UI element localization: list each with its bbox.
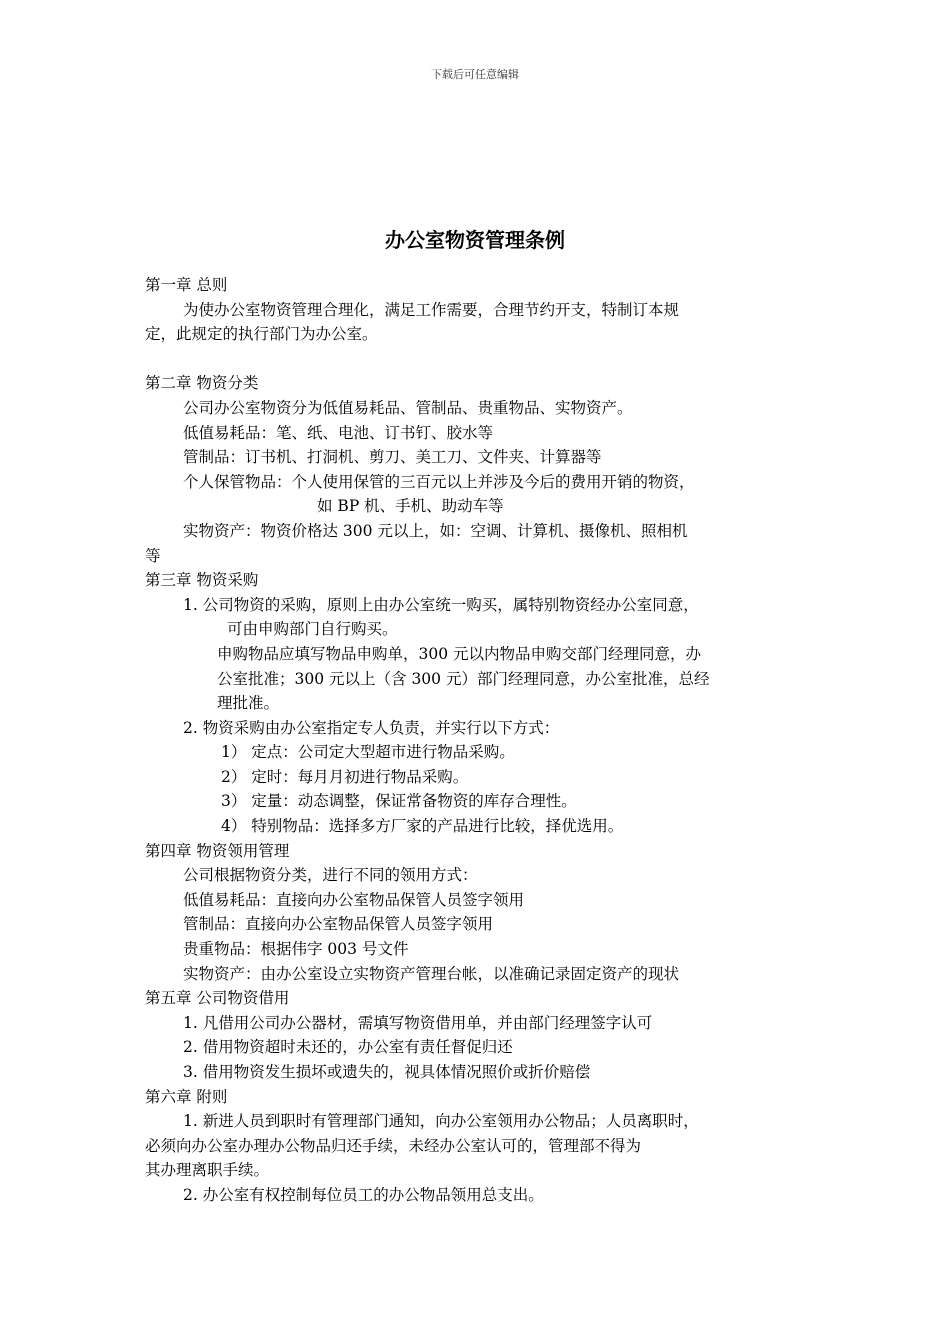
page-header: 下载后可任意编辑 — [431, 68, 519, 81]
chapter-5-item: 1. 凡借用公司办公器材，需填写物资借用单，并由部门经理签字认可 — [183, 1013, 653, 1032]
chapter-3-subitem: 1） 定点：公司定大型超市进行物品采购。 — [221, 743, 515, 762]
chapter-2-line: 公司办公室物资分为低值易耗品、管制品、贵重物品、实物资产。 — [183, 398, 633, 417]
chapter-1-paragraph-line: 定，此规定的执行部门为办公室。 — [145, 325, 378, 344]
document-body — [145, 273, 825, 1208]
chapter-3-item-continued: 可由申购部门自行购买。 — [227, 620, 398, 639]
chapter-1-paragraph-line: 为使办公室物资管理合理化，满足工作需要，合理节约开支，特制订本规 — [183, 300, 680, 319]
chapter-2-line: 等 — [145, 546, 161, 565]
chapter-4-line: 公司根据物资分类，进行不同的领用方式： — [183, 866, 478, 885]
chapter-4-line: 实物资产：由办公室设立实物资产管理台帐，以准确记录固定资产的现状 — [183, 964, 680, 983]
spacer — [145, 347, 825, 372]
chapter-1-heading: 第一章 总则 — [145, 276, 228, 294]
chapter-4-line: 低值易耗品：直接向办公室物品保管人员签字领用 — [183, 890, 525, 909]
chapter-3-item-detail: 申购物品应填写物品申购单，300 元以内物品申购交部门经理同意，办 — [217, 644, 702, 663]
chapter-3-subitem: 2） 定时：每月月初进行物品采购。 — [221, 767, 469, 786]
chapter-2-line: 实物资产：物资价格达 300 元以上，如：空调、计算机、摄像机、照相机 — [183, 521, 688, 540]
chapter-6-heading: 第六章 附则 — [145, 1087, 228, 1106]
chapter-2-heading: 第二章 物资分类 — [145, 374, 259, 393]
chapter-6-item-continued: 其办理离职手续。 — [145, 1161, 270, 1180]
chapter-2-line: 个人保管物品：个人使用保管的三百元以上并涉及今后的费用开销的物资， — [183, 472, 695, 491]
chapter-5-item: 3. 借用物资发生损坏或遗失的，视具体情况照价或折价赔偿 — [183, 1063, 591, 1081]
chapter-3-subitem: 3） 定量：动态调整，保证常备物资的库存合理性。 — [221, 792, 577, 811]
chapter-6-item: 2. 办公室有权控制每位员工的办公物品领用总支出。 — [183, 1185, 544, 1204]
chapter-3-heading: 第三章 物资采购 — [145, 571, 259, 590]
chapter-4-line: 管制品：直接向办公室物品保管人员签字领用 — [183, 915, 494, 934]
chapter-3-item: 1. 公司物资的采购，原则上由办公室统一购买，属特别物资经办公室同意， — [183, 595, 699, 614]
chapter-4-line: 贵重物品：根据伟字 003 号文件 — [183, 940, 409, 959]
chapter-2-line: 如 BP 机、手机、助动车等 — [317, 497, 504, 516]
chapter-3-item-detail: 理批准。 — [217, 694, 280, 713]
document-title: 办公室物资管理条例 — [385, 228, 565, 252]
chapter-6-item-continued: 必须向办公室办理办公物品归还手续，未经办公室认可的，管理部不得为 — [145, 1136, 642, 1155]
chapter-2-line: 低值易耗品：笔、纸、电池、订书钉、胶水等 — [183, 423, 494, 442]
chapter-5-item: 2. 借用物资超时未还的，办公室有责任督促归还 — [183, 1038, 513, 1057]
chapter-5-heading: 第五章 公司物资借用 — [145, 989, 290, 1008]
chapter-3-item: 2. 物资采购由办公室指定专人负责，并实行以下方式： — [183, 718, 560, 737]
chapter-3-item-detail: 公室批准；300 元以上（含 300 元）部门经理同意，办公室批准，总经 — [217, 669, 710, 688]
chapter-6-item: 1. 新进人员到职时有管理部门通知，向办公室领用办公物品；人员离职时， — [183, 1112, 699, 1131]
chapter-2-line: 管制品：订书机、打洞机、剪刀、美工刀、文件夹、计算器等 — [183, 448, 602, 467]
chapter-3-subitem: 4） 特别物品：选择多方厂家的产品进行比较，择优选用。 — [221, 817, 624, 836]
chapter-4-heading: 第四章 物资领用管理 — [145, 841, 290, 860]
